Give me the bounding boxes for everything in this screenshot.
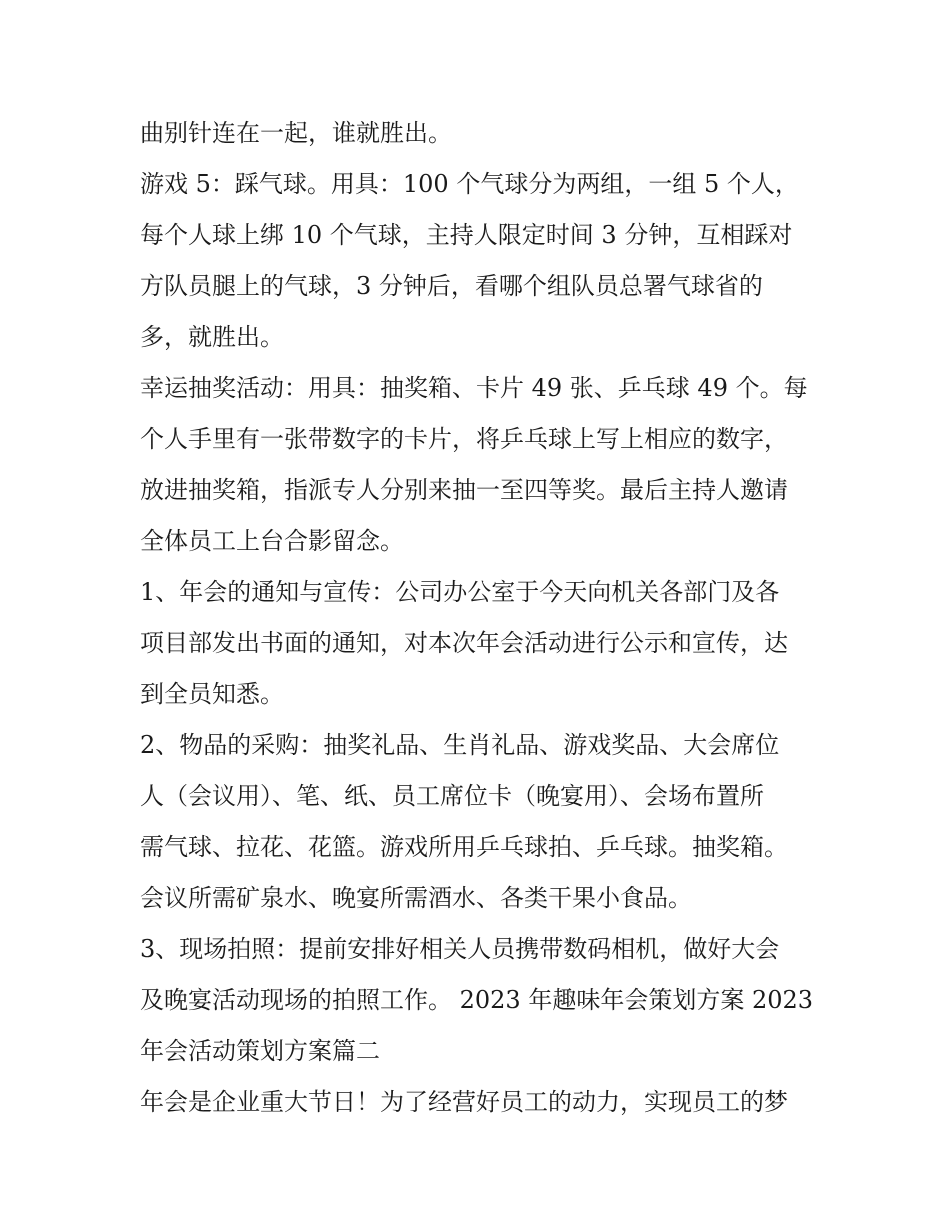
text-line: 游戏 5：踩气球。用具：100 个气球分为两组，一组 5 个人， <box>140 170 799 198</box>
text-line: 到全员知悉。 <box>140 680 284 708</box>
text-line: 2、物品的采购：抽奖礼品、生肖礼品、游戏奖品、大会席位 <box>140 731 780 759</box>
document-body <box>140 108 820 1128</box>
text-line: 个人手里有一张带数字的卡片，将乒乓球上写上相应的数字， <box>140 425 788 453</box>
text-line: 年会是企业重大节日！为了经营好员工的动力，实现员工的梦 <box>140 1088 788 1116</box>
text-line: 3、现场拍照：提前安排好相关人员携带数码相机，做好大会 <box>140 935 780 963</box>
text-line: 项目部发出书面的通知，对本次年会活动进行公示和宣传，达 <box>140 629 788 657</box>
text-line: 及晚宴活动现场的拍照工作。 2023 年趣味年会策划方案 2023 <box>140 986 814 1014</box>
text-line: 多，就胜出。 <box>140 323 284 351</box>
text-line: 会议所需矿泉水、晚宴所需酒水、各类干果小食品。 <box>140 884 692 912</box>
text-line: 幸运抽奖活动：用具：抽奖箱、卡片 49 张、乒乓球 49 个。每 <box>140 374 808 402</box>
text-line: 全体员工上台合影留念。 <box>140 527 404 555</box>
text-line: 需气球、拉花、花篮。游戏所用乒乓球拍、乒乓球。抽奖箱。 <box>140 833 788 861</box>
text-line: 人（会议用）、笔、纸、员工席位卡（晚宴用）、会场布置所 <box>140 782 764 810</box>
text-line: 曲别针连在一起，谁就胜出。 <box>140 119 452 147</box>
text-line: 1、年会的通知与宣传：公司办公室于今天向机关各部门及各 <box>140 578 780 606</box>
text-line: 每个人球上绑 10 个气球，主持人限定时间 3 分钟，互相踩对 <box>140 221 793 249</box>
text-line: 放进抽奖箱，指派专人分别来抽一至四等奖。最后主持人邀请 <box>140 476 788 504</box>
text-line: 年会活动策划方案篇二 <box>140 1037 380 1065</box>
text-line: 方队员腿上的气球，3 分钟后，看哪个组队员总署气球省的 <box>140 272 763 300</box>
